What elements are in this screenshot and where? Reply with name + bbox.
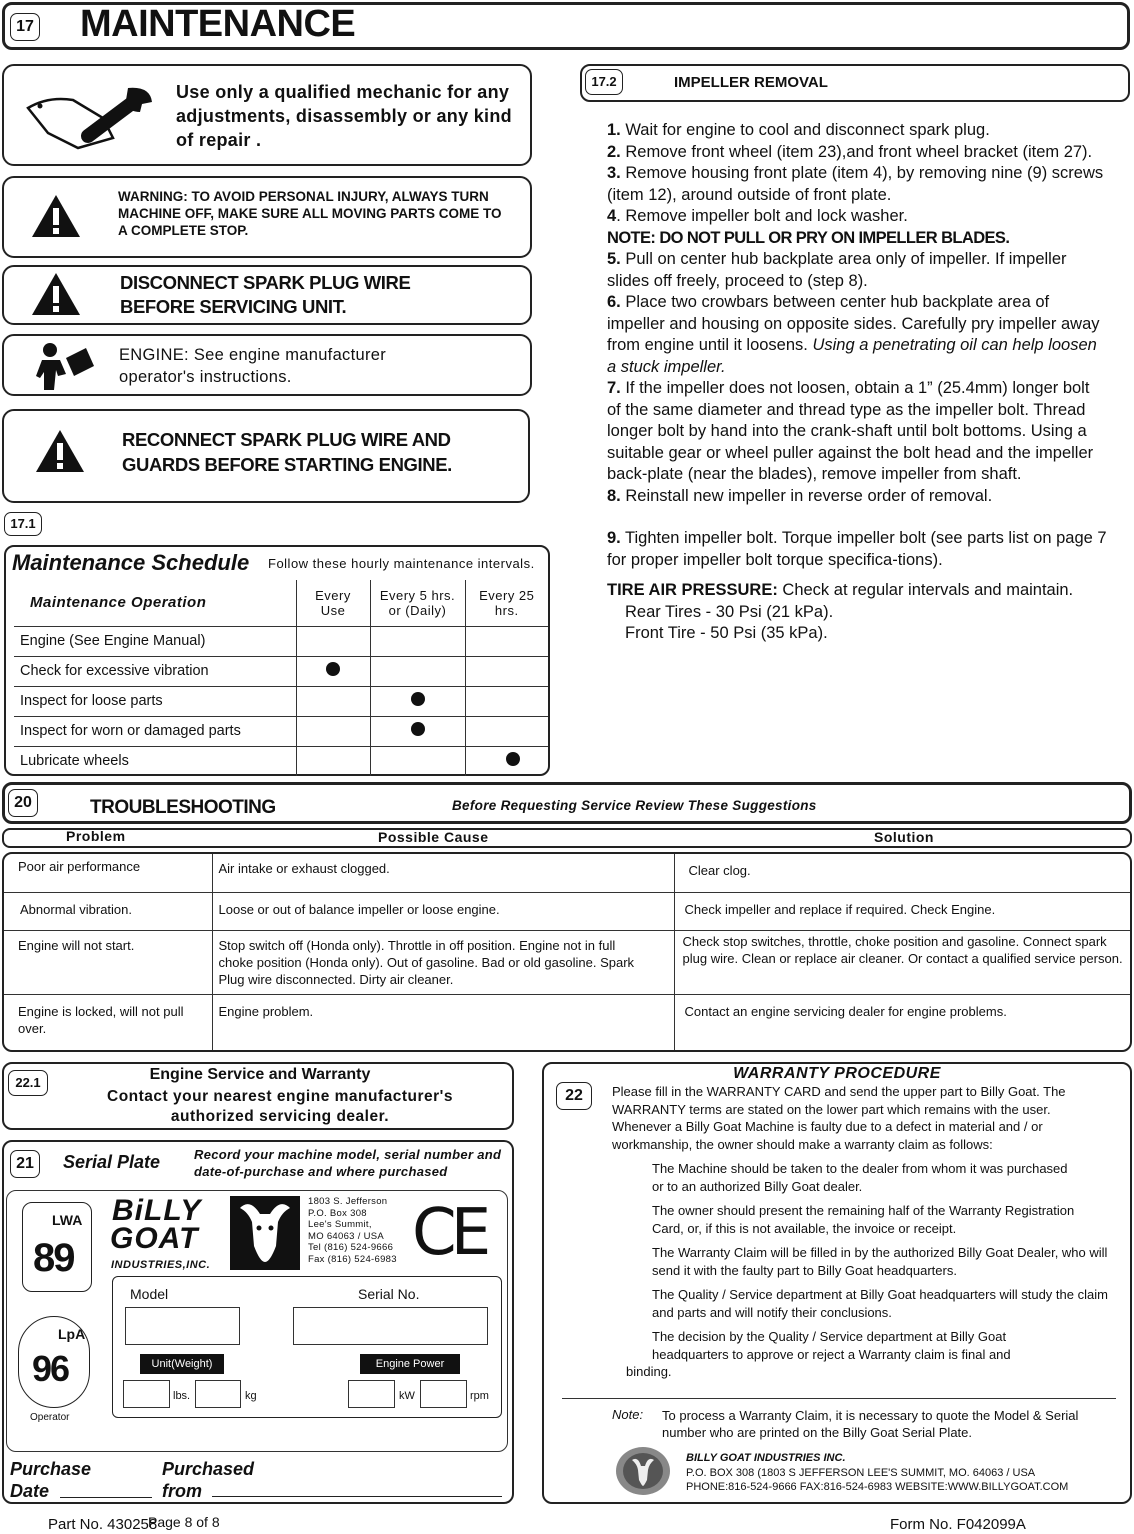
purchase-date-label-1: Purchase: [10, 1459, 92, 1479]
operation-cell: Lubricate wheels: [14, 746, 296, 776]
lwa-value: 89: [33, 1236, 74, 1280]
problem-cell: Engine will not start.: [4, 930, 212, 994]
section-number: 20: [8, 789, 38, 817]
troubleshooting-col-header: [2, 828, 1132, 848]
section-number: 22.1: [8, 1070, 48, 1096]
solution-cell: Clear clog.: [674, 854, 1130, 892]
billy-goat-seal-icon: [614, 1446, 672, 1496]
warranty-body: Please fill in the WARRANTY CARD and send the upper part to Billy Goat. The WARRANTY terms are stated on the lower part which remains with the user. Whenever a Billy Goat Machine is faulty due to a defect in material and / or workmanship, the owner should make a warranty claim as follows: The Machine should be taken to the dealer from whom it was purchased or to an authorized Billy Goat dealer. The owner should present the remaining half of the Warranty Registration Card, or, if this is not available, the invoice or receipt. The Warranty Claim will be filled in by the authorized Billy Goat Dealer, who will send it with the faulty part to Billy Goat headquarters. The Quality / Service department at Billy Goat headquarters will study the claim and parts and will notify their conclusions. The decision by the Quality / Service department at Billy Goat headquarters to approve or reject a Warranty claim is final and binding.: [612, 1084, 1108, 1379]
interval-dot-icon: [411, 692, 425, 706]
col-operation: Maintenance Operation: [14, 580, 296, 626]
engine-service-text: Contact your nearest engine manufacturer's authorized servicing dealer.: [107, 1088, 453, 1125]
warning-text: WARNING: TO AVOID PERSONAL INJURY, ALWAYS TURN MACHINE OFF, MAKE SURE ALL MOVING PARTS COME TO A COMPLETE STOP.: [118, 189, 502, 238]
manual-reader-icon: [36, 340, 98, 392]
serial-label: Serial No.: [358, 1286, 420, 1302]
front-tire-pressure: Front Tire - 50 Psi (35 kPa).: [625, 624, 828, 642]
manufacturer-address: 1803 S. Jefferson P.O. Box 308 Lee's Summit, MO 64063 / USA Tel (816) 524-9666 Fax (816) 524-6983: [308, 1196, 397, 1265]
kw-unit: kW: [399, 1390, 415, 1402]
operation-cell: Check for excessive vibration: [14, 656, 296, 686]
engine-power-label: Engine Power: [360, 1354, 460, 1374]
warranty-divider: [562, 1398, 1116, 1399]
cause-cell: Air intake or exhaust clogged.: [212, 854, 674, 892]
disconnect-text: DISCONNECT SPARK PLUG WIRE BEFORE SERVICING UNIT.: [120, 272, 411, 317]
col-every-use: Every Use: [296, 580, 370, 626]
warning-triangle-icon: [30, 271, 82, 317]
brand-logo-line2: GOAT: [110, 1222, 199, 1255]
operation-cell: Inspect for worn or damaged parts: [14, 716, 296, 746]
operation-cell: Inspect for loose parts: [14, 686, 296, 716]
solution-cell: Contact an engine servicing dealer for engine problems.: [674, 994, 1130, 1052]
purchased-from-line[interactable]: [212, 1496, 502, 1497]
table-row: [14, 746, 548, 776]
warranty-note-label: Note:: [612, 1407, 644, 1422]
purchase-date-line[interactable]: [60, 1497, 152, 1498]
table-row: [14, 656, 548, 686]
col-every-25: Every 25 hrs.: [465, 580, 548, 626]
rpm-unit: rpm: [470, 1390, 489, 1402]
warranty-address: P.O. BOX 308 (1803 S JEFFERSON LEE'S SUMMIT, MO. 64063 / USA: [686, 1467, 1036, 1479]
troubleshooting-table: [4, 854, 1130, 1052]
brand-logo-line1: BiLLY: [112, 1194, 202, 1227]
reconnect-text: RECONNECT SPARK PLUG WIRE AND GUARDS BEFORE STARTING ENGINE.: [122, 429, 452, 475]
lpa-value: 96: [32, 1348, 69, 1389]
warranty-title: WARRANTY PROCEDURE: [733, 1065, 941, 1082]
warning-triangle-icon: [30, 193, 82, 239]
table-row: [14, 626, 548, 656]
impeller-title: IMPELLER REMOVAL: [674, 74, 828, 91]
goat-logo: [230, 1196, 300, 1270]
purchased-from-label-2: from: [162, 1481, 202, 1501]
warning-triangle-icon: [34, 428, 86, 474]
lbs-unit: lbs.: [173, 1390, 191, 1402]
kg-unit: kg: [245, 1390, 257, 1402]
engine-service-title: Engine Service and Warranty: [149, 1066, 371, 1083]
serial-plate-title: Serial Plate: [63, 1152, 161, 1172]
cause-cell: Engine problem.: [212, 994, 674, 1052]
weight-kg-field[interactable]: [195, 1380, 241, 1408]
problem-cell: Poor air performance: [4, 854, 212, 892]
page-number: Page 8 of 8: [148, 1514, 220, 1530]
interval-dot-icon: [326, 662, 340, 676]
table-row: [4, 930, 1130, 994]
solution-cell: Check impeller and replace if required. Check Engine.: [674, 892, 1130, 930]
maintenance-schedule-table: [14, 580, 548, 776]
lwa-label: LWA: [52, 1212, 83, 1228]
purchase-date-label-2: Date: [10, 1481, 50, 1501]
serial-field[interactable]: [293, 1307, 488, 1345]
cause-cell: Loose or out of balance impeller or loose engine.: [212, 892, 674, 930]
warranty-contact: PHONE:816-524-9666 FAX:816-524-6983 WEBSITE:WWW.BILLYGOAT.COM: [686, 1481, 1069, 1493]
solution-cell: Check stop switches, throttle, choke position and gasoline. Connect spark plug wire. Clean or replace air cleaner. Or contact a qualified service person.: [674, 930, 1130, 994]
operation-cell: Engine (See Engine Manual): [14, 626, 296, 656]
ce-mark: CE: [412, 1196, 486, 1270]
lpa-label: LpA: [58, 1326, 86, 1342]
mechanic-text: Use only a qualified mechanic for any adjustments, disassembly or any kind of repair .: [176, 82, 512, 150]
troubleshooting-subtitle: Before Requesting Service Review These Suggestions: [452, 798, 817, 813]
section-number: 21: [10, 1150, 40, 1178]
interval-dot-icon: [411, 722, 425, 736]
col-cause: Possible Cause: [378, 829, 489, 845]
section-number: 17.2: [585, 69, 623, 95]
section-number: 17.1: [4, 512, 42, 536]
table-row: [14, 686, 548, 716]
unit-weight-label: Unit(Weight): [140, 1354, 224, 1374]
section-number: 22: [556, 1082, 592, 1110]
power-rpm-field[interactable]: [420, 1380, 467, 1408]
troubleshooting-title: TROUBLESHOOTING: [90, 797, 276, 818]
impeller-steps: 1. Wait for engine to cool and disconnect spark plug. 2. Remove front wheel (item 23),and front wheel bracket (item 27). 3. Remove housing front plate (item 4), by removing nine (9) screws (item 12), around outside of front plate. 4. Remove impeller bolt and lock washer. NOTE: DO NOT PULL OR PRY ON IMPELLER BLADES. 5. Pull on center hub backplate area only of impeller. If impeller slides off freely, proceed to (step 8). 6. Place two crowbars between center hub backplate area of impeller and housing on opposite sides. Carefully pry impeller away from engine until it loosens. Using a penetrating oil can help loosen a stuck impeller. 7. If the impeller does not loosen, obtain a 1” (25.4mm) longer bolt of the same diameter and thread type as the impeller bolt. Thread longer bolt by hand into the crank-shaft until bolt bottoms. Using a suitable gear or wheel puller against the bolt head and the impeller back-plate (near the blades), remove impeller from shaft. 8. Reinstall new impeller in reverse order of removal. 9. Tighten impeller bolt. Torque impeller bolt (see parts list on page 7 for proper impeller bolt torque specifica-tions). TIRE AIR PRESSURE: Check at regular intervals and maintain. Rear Tires - 30 Psi (21 kPa). Front Tire - 50 Psi (35 kPa).: [607, 120, 1107, 645]
operator-label: Operator: [30, 1412, 70, 1423]
troubleshooting-box: [2, 852, 1132, 1052]
purchased-from-label-1: Purchased: [162, 1459, 255, 1479]
engine-text: ENGINE: See engine manufacturer operator's instructions.: [119, 346, 387, 386]
section-number: 17: [10, 13, 40, 41]
warranty-note-text: To process a Warranty Claim, it is necessary to quote the Model & Serial number who are printed on the Billy Goat Serial Plate.: [662, 1408, 1079, 1440]
col-every-5: Every 5 hrs. or (Daily): [370, 580, 465, 626]
brand-logo-line3: INDUSTRIES,INC.: [111, 1259, 211, 1271]
page-title: MAINTENANCE: [80, 3, 356, 45]
cause-cell: Stop switch off (Honda only). Throttle in off position. Engine not in full choke position (Honda only). Out of gasoline. Bad or old gasoline. Spark Plug wire disconnected. Dirty air cleaner.: [212, 930, 674, 994]
power-kw-field[interactable]: [348, 1380, 395, 1408]
table-row: [4, 994, 1130, 1052]
form-number: Form No. F042099A: [890, 1516, 1026, 1533]
impeller-header: [580, 64, 1130, 102]
table-row: [4, 854, 1130, 892]
part-number: Part No. 430258: [48, 1516, 158, 1533]
goat-head-icon: [230, 1196, 300, 1270]
interval-dot-icon: [506, 752, 520, 766]
weight-lbs-field[interactable]: [123, 1380, 170, 1408]
model-label: Model: [130, 1286, 169, 1302]
table-row: [14, 716, 548, 746]
schedule-title: Maintenance Schedule: [12, 550, 250, 575]
col-problem: Problem: [66, 828, 126, 844]
schedule-subtitle: Follow these hourly maintenance intervals.: [268, 556, 535, 571]
col-solution: Solution: [874, 829, 934, 845]
rear-tire-pressure: Rear Tires - 30 Psi (21 kPa).: [625, 602, 834, 621]
serial-plate-note: Record your machine model, serial number and date-of-purchase and where purchased: [194, 1147, 502, 1179]
problem-cell: Abnormal vibration.: [4, 892, 212, 930]
model-field[interactable]: [125, 1307, 240, 1345]
warranty-company: BILLY GOAT INDUSTRIES INC.: [686, 1452, 846, 1464]
wrench-hand-icon: [18, 78, 168, 156]
problem-cell: Engine is locked, will not pull over.: [4, 994, 212, 1052]
table-row: [4, 892, 1130, 930]
